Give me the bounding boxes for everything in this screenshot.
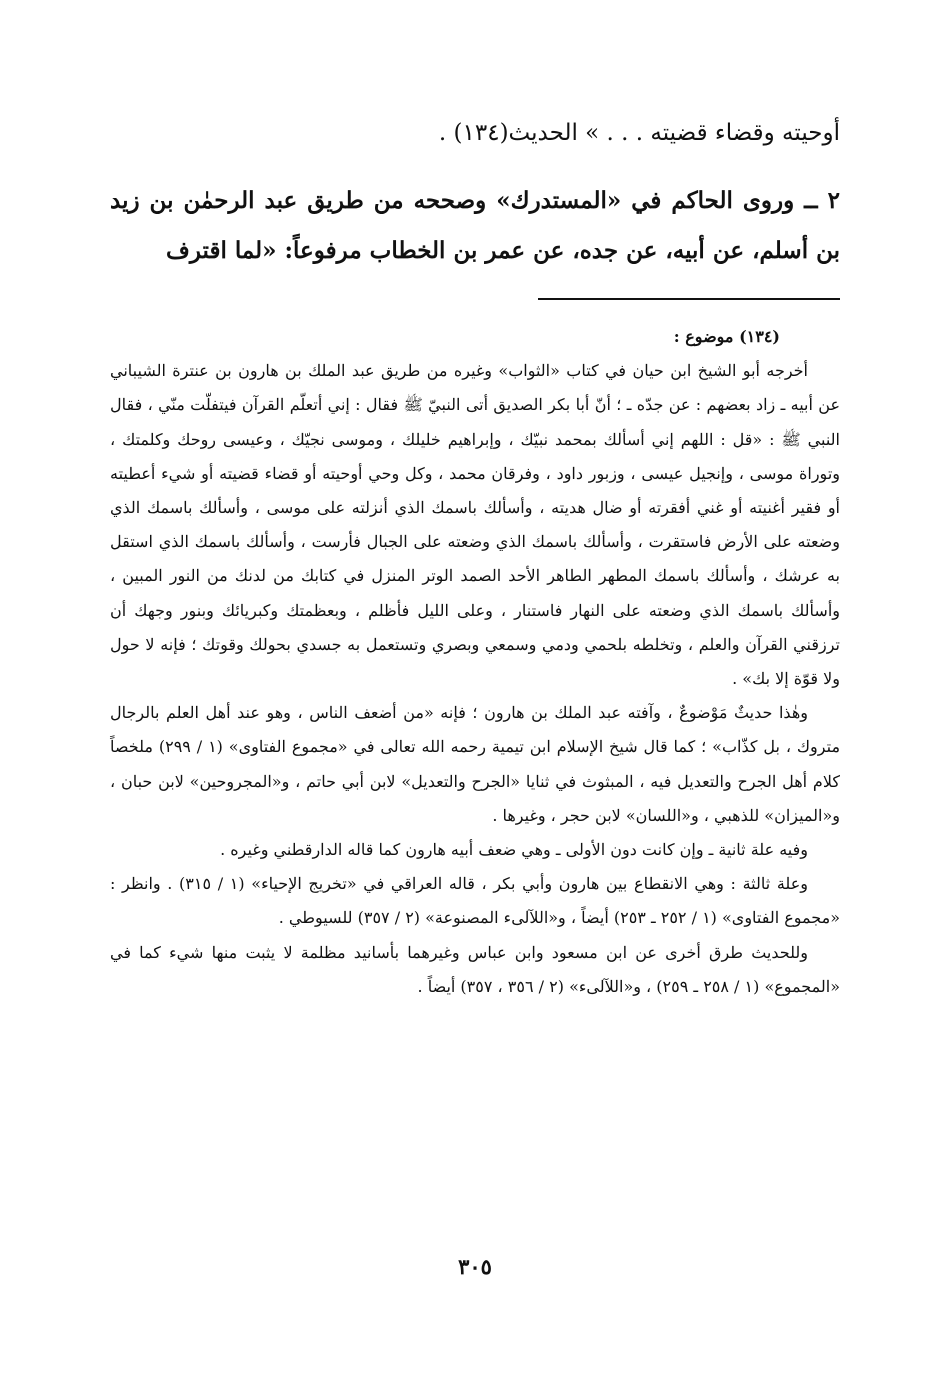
footnote-paragraph: وعلة ثالثة : وهي الانقطاع بين هارون وأبي بكر ، قاله العراقي في «تخريج الإحياء» (١ / ٣١٥) . وانظر : «مجموع الفتاوى» (١ / ٢٥٢ ـ ٢٥٣) أيضاً ، و«اللآلىء المصنوعة» (٢ / ٣٥٧) للسيوطي . <box>110 874 840 928</box>
footnote-paragraph: وفيه علة ثانية ـ وإن كانت دون الأولى ـ وهي ضعف أبيه هارون كما قاله الدارقطني وغيره . <box>220 840 808 860</box>
page-number: ٣٠٥ <box>458 1254 492 1279</box>
continuation-line: أوحيته وقضاء قضيته . . . » الحديث(١٣٤) . <box>438 120 840 146</box>
footnote-heading: (١٣٤) موضوع : <box>673 327 780 346</box>
footnote-section <box>110 320 840 1004</box>
footnote-paragraph: وهٰذا حديثٌ مَوْضوعٌ ، وآفته عبد الملك بن هارون ؛ فإنه «من أضعف الناس ، وهو عند أهل العلم بالرجال متروك ، بل كذّاب» ؛ كما قال شيخ الإسلام ابن تيمية رحمه الله تعالى في «مجموع الفتاوى» (١ / ٢٩٩) ملخصاً كلام أهل الجرح والتعديل فيه ، المبثوث في ثنايا «الجرح والتعديل» لابن أبي حاتم ، و«المجروحين» لابن حبان ، و«الميزان» للذهبي ، و«اللسان» لابن حجر ، وغيرها . <box>110 703 841 825</box>
footnote-paragraph: وللحديث طرق أخرى عن ابن مسعود وابن عباس وغيرهما بأسانيد مظلمة لا يثبت منها شيء كما في «المجموع» (١ / ٢٥٨ ـ ٢٥٩) ، و«اللآلىء» (٢ / ٣٥٦ ، ٣٥٧) أيضاً . <box>110 942 840 996</box>
footnote-paragraph: أخرجه أبو الشيخ ابن حيان في كتاب «الثواب» وغيره من طريق عبد الملك بن هارون بن عنترة الشيباني عن أبيه ـ زاد بعضهم : عن جدّه ـ ؛ أنّ أبا بكر الصديق أتى النبيّ ﷺ فقال : إني أتعلّم القرآن فيتفلّت منّي ، فقال النبي ﷺ : «قل : اللهم إني أسألك بمحمد نبيّك ، وإبراهيم خليلك ، وموسى نجيّك ، وعيسى روحك وكلمتك ، وتوراة موسى ، وإنجيل عيسى ، وزبور داود ، وفرقان محمد ، وكل وحي أوحيته أو قضاء قضيته أو شيء أعطيته أو فقير أغنيته أو غني أفقرته أو ضال هديته ، وأسألك باسمك الذي أنزلته على موسى ، وأسألك باسمك الذي وضعته على الأرض فاستقرت ، وأسألك باسمك الذي وضعته على الجبال فأرست ، وأسألك باسمك الذي استقل به عرشك ، وأسألك باسمك المطهر الطاهر الأحد الصمد الوتر المنزل في كتابك من لدنك من النور المبين ، وأسألك باسمك الذي وضعته على النهار فاستنار ، وعلى الليل فأظلم ، وبعظمتك وكبريائك وبنور وجهك أن ترزقني القرآن والعلم ، وتخلطه بلحمي ودمي وسمعي وبصري وتستعمل به جسدي بحولك وقوتك ؛ فإنه لا حول ولا قوّة إلا بك» . <box>110 361 841 689</box>
main-paragraph-2: ٢ ــ وروى الحاكم في «المستدرك» وصححه من طريق عبد الرحمٰن بن زيد بن أسلم، عن أبيه، عن جده، عن عمر بن الخطاب مرفوعاً: «لما اقترف <box>110 187 840 264</box>
footnote-separator <box>538 298 840 300</box>
main-text <box>110 108 840 276</box>
